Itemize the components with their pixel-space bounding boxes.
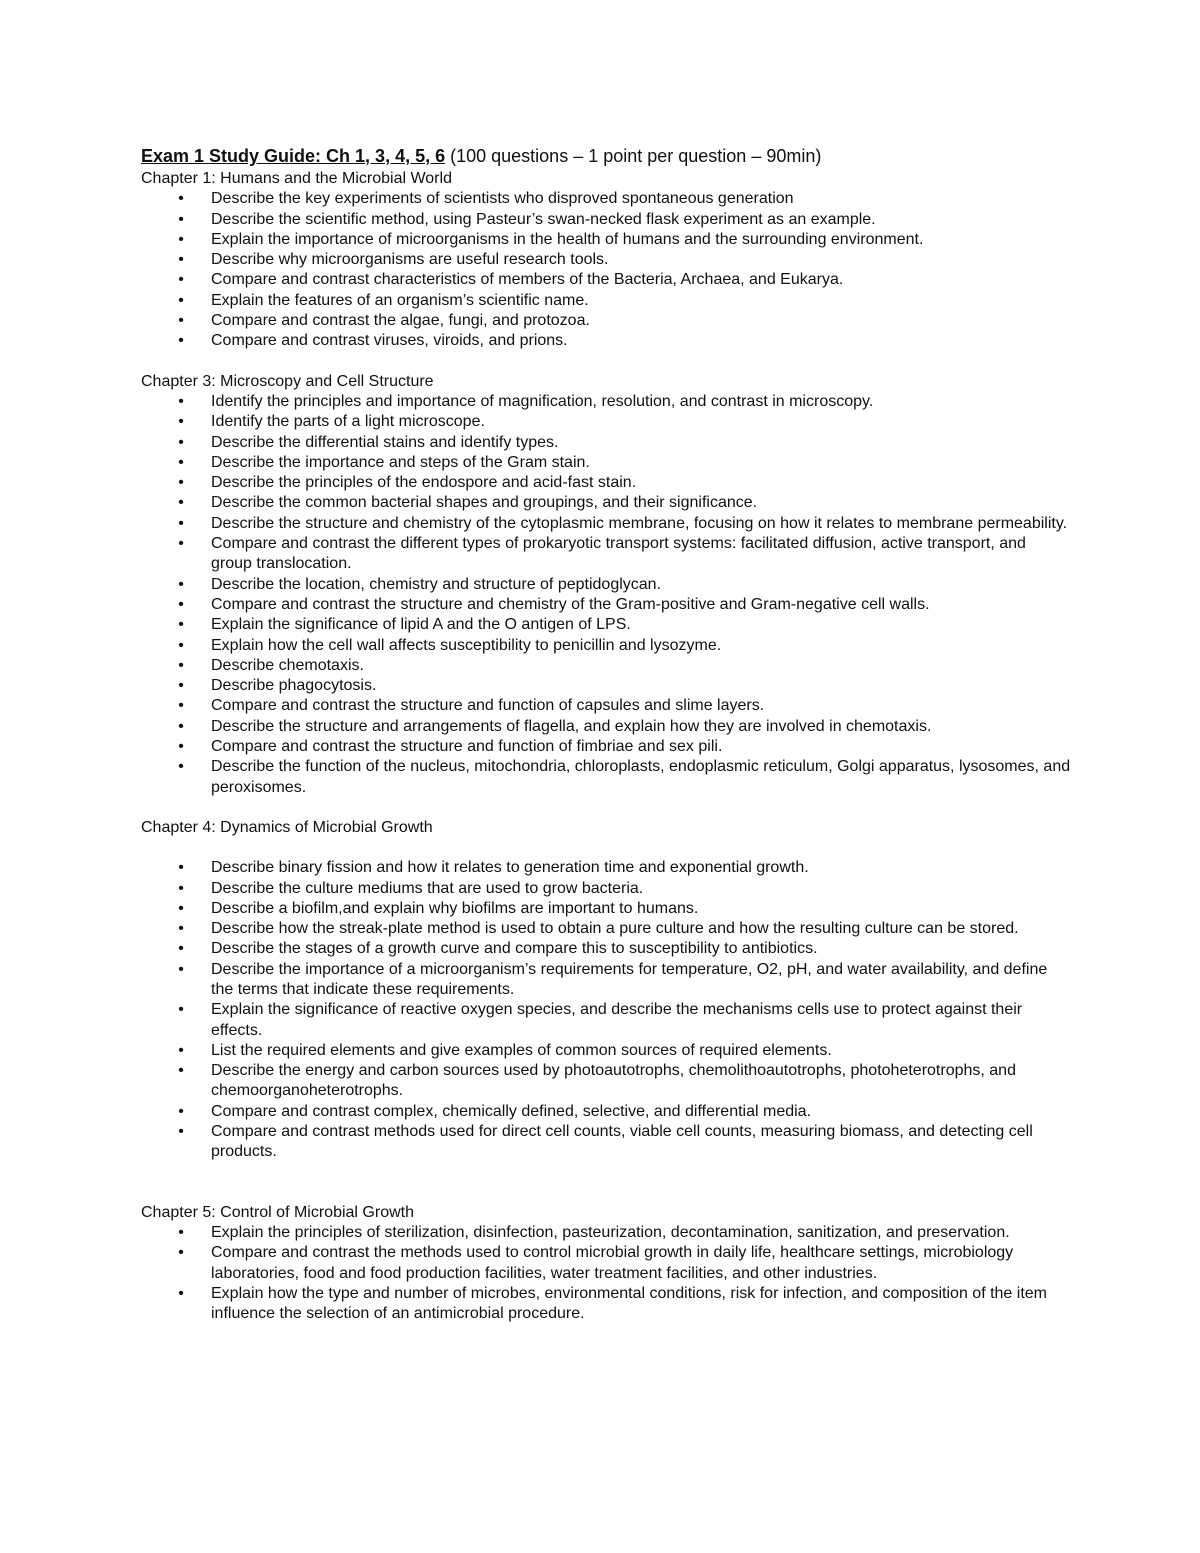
- bullet-icon: •: [178, 697, 184, 715]
- bullet-icon: •: [178, 717, 184, 735]
- list-item: [141, 757, 1071, 798]
- list-item: [141, 1000, 1071, 1041]
- title-main: Exam 1 Study Guide: Ch 1, 3, 4, 5, 6: [141, 146, 446, 166]
- bullet-icon: •: [178, 1123, 184, 1141]
- objective-text: Compare and contrast viruses, viroids, and prions.: [211, 332, 568, 350]
- list-item: [141, 250, 1071, 270]
- chapter-3-objectives: [141, 392, 1071, 798]
- bullet-icon: •: [178, 392, 184, 410]
- page-title: [141, 143, 1071, 169]
- bullet-icon: •: [178, 616, 184, 634]
- bullet-icon: •: [178, 1102, 184, 1120]
- chapter-4-heading: Chapter 4: Dynamics of Microbial Growth: [141, 818, 433, 836]
- objective-text: Describe the common bacterial shapes and groupings, and their significance.: [211, 494, 758, 512]
- bullet-icon: •: [178, 636, 184, 654]
- list-item: [141, 696, 1071, 716]
- objective-text: Describe the scientific method, using Pasteur’s swan-necked flask experiment as an example.: [211, 210, 876, 228]
- objective-text: Describe binary fission and how it relates to generation time and exponential growth.: [211, 859, 809, 877]
- chapter-4-objectives: [141, 858, 1071, 1162]
- chapter-3-section: [141, 372, 1071, 798]
- list-item: [141, 737, 1071, 757]
- objective-text: Compare and contrast complex, chemically defined, selective, and differential media.: [211, 1102, 812, 1120]
- bullet-icon: •: [178, 899, 184, 917]
- list-item: [141, 473, 1071, 493]
- bullet-icon: •: [178, 595, 184, 613]
- bullet-icon: •: [178, 535, 184, 553]
- list-item: [141, 189, 1071, 209]
- list-item: [141, 534, 1071, 575]
- objective-text: Identify the parts of a light microscope.: [211, 413, 485, 431]
- list-item: [141, 331, 1071, 351]
- bullet-icon: •: [178, 879, 184, 897]
- chapter-1-objectives: [141, 189, 1071, 351]
- list-item: [141, 514, 1071, 534]
- objective-text: Describe the location, chemistry and structure of peptidoglycan.: [211, 575, 662, 593]
- objective-text: Explain the significance of lipid A and the O antigen of LPS.: [211, 616, 631, 634]
- objective-text: Compare and contrast the structure and chemistry of the Gram-positive and Gram-negative cell walls.: [211, 595, 930, 613]
- objective-text: Explain how the cell wall affects susceptibility to penicillin and lysozyme.: [211, 636, 722, 654]
- objective-text: Describe the energy and carbon sources used by photoautotrophs, chemolithoautotrophs, photoheterotrophs, and chemoorganoheterotrophs.: [211, 1062, 1016, 1100]
- bullet-icon: •: [178, 1223, 184, 1241]
- list-item: [141, 392, 1071, 412]
- objective-text: Explain how the type and number of microbes, environmental conditions, risk for infection, and composition of the item influence the selection of an antimicrobial procedure.: [211, 1284, 1047, 1323]
- objective-text: Compare and contrast the methods used to control microbial growth in daily life, healthcare settings, microbiology laboratories, food and food production facilities, water treatment facilities, and other industries.: [211, 1244, 1014, 1282]
- list-item: [141, 1102, 1071, 1122]
- chapter-3-heading: Chapter 3: Microscopy and Cell Structure: [141, 372, 434, 390]
- bullet-icon: •: [178, 960, 184, 978]
- objective-text: List the required elements and give examples of common sources of required elements.: [211, 1041, 832, 1059]
- objective-text: Compare and contrast the structure and function of fimbriae and sex pili.: [211, 738, 723, 756]
- list-item: [141, 412, 1071, 432]
- objective-text: Describe the stages of a growth curve and compare this to susceptibility to antibiotics.: [211, 940, 818, 958]
- list-item: [141, 717, 1071, 737]
- bullet-icon: •: [178, 758, 184, 776]
- objective-text: Describe why microorganisms are useful research tools.: [211, 251, 609, 269]
- list-item: [141, 656, 1071, 676]
- list-item: [141, 270, 1071, 290]
- objective-text: Describe the principles of the endospore and acid-fast stain.: [211, 474, 637, 492]
- objective-text: Describe the structure and chemistry of the cytoplasmic membrane, focusing on how it relates to membrane permeability.: [211, 514, 1068, 532]
- chapter-1-section: [141, 169, 1071, 352]
- bullet-icon: •: [178, 1284, 184, 1302]
- bullet-icon: •: [178, 514, 184, 532]
- list-item: [141, 210, 1071, 230]
- bullet-icon: •: [178, 1001, 184, 1019]
- list-item: [141, 1284, 1071, 1325]
- list-item: [141, 575, 1071, 595]
- objective-text: Compare and contrast methods used for direct cell counts, viable cell counts, measuring biomass, and detecting cell products.: [211, 1123, 1033, 1161]
- bullet-icon: •: [178, 677, 184, 695]
- objective-text: Describe the culture mediums that are used to grow bacteria.: [211, 879, 644, 897]
- objective-text: Describe the importance of a microorganism’s requirements for temperature, O2, pH, and water availability, and define the terms that indicate these requirements.: [211, 960, 1048, 998]
- bullet-icon: •: [178, 291, 184, 309]
- bullet-icon: •: [178, 474, 184, 492]
- objective-text: Compare and contrast the structure and function of capsules and slime layers.: [211, 697, 765, 715]
- bullet-icon: •: [178, 859, 184, 877]
- bullet-icon: •: [178, 230, 184, 248]
- bullet-icon: •: [178, 312, 184, 330]
- bullet-icon: •: [178, 1062, 184, 1080]
- list-item: [141, 879, 1071, 899]
- bullet-icon: •: [178, 656, 184, 674]
- bullet-icon: •: [178, 920, 184, 938]
- objective-text: Explain the significance of reactive oxygen species, and describe the mechanisms cells use to protect against their effects.: [211, 1001, 1023, 1039]
- spacer: [141, 798, 1071, 818]
- bullet-icon: •: [178, 575, 184, 593]
- list-item: [141, 291, 1071, 311]
- list-item: [141, 230, 1071, 250]
- bullet-icon: •: [178, 494, 184, 512]
- list-item: [141, 919, 1071, 939]
- list-item: [141, 939, 1071, 959]
- bullet-icon: •: [178, 1244, 184, 1262]
- chapter-4-section: [141, 818, 1071, 1163]
- list-item: [141, 433, 1071, 453]
- list-item: [141, 311, 1071, 331]
- list-item: [141, 899, 1071, 919]
- spacer: [141, 352, 1071, 372]
- bullet-icon: •: [178, 433, 184, 451]
- bullet-icon: •: [178, 251, 184, 269]
- list-item: [141, 636, 1071, 656]
- objective-text: Describe the importance and steps of the Gram stain.: [211, 453, 590, 471]
- spacer: [141, 838, 1071, 858]
- objective-text: Explain the principles of sterilization, disinfection, pasteurization, decontamination, sanitization, and preservation.: [211, 1223, 1010, 1241]
- objective-text: Identify the principles and importance of magnification, resolution, and contrast in microscopy.: [211, 392, 874, 410]
- list-item: [141, 1122, 1071, 1163]
- objective-text: Describe a biofilm,and explain why biofilms are important to humans.: [211, 899, 699, 917]
- list-item: [141, 960, 1071, 1001]
- chapter-5-heading: Chapter 5: Control of Microbial Growth: [141, 1203, 414, 1221]
- objective-text: Explain the importance of microorganisms in the health of humans and the surrounding environment.: [211, 230, 924, 248]
- list-item: [141, 595, 1071, 615]
- chapter-5-objectives: [141, 1223, 1071, 1324]
- objective-text: Describe how the streak-plate method is used to obtain a pure culture and how the resulting culture can be stored.: [211, 920, 1019, 938]
- bullet-icon: •: [178, 453, 184, 471]
- objective-text: Describe the function of the nucleus, mitochondria, chloroplasts, endoplasmic reticulum, Golgi apparatus, lysosomes, and peroxisomes.: [211, 758, 1071, 796]
- list-item: [141, 453, 1071, 473]
- objective-text: Compare and contrast characteristics of members of the Bacteria, Archaea, and Eukarya.: [211, 271, 844, 289]
- objective-text: Describe the structure and arrangements of flagella, and explain how they are involved in chemotaxis.: [211, 717, 932, 735]
- objective-text: Explain the features of an organism’s scientific name.: [211, 291, 589, 309]
- chapter-1-heading: Chapter 1: Humans and the Microbial World: [141, 170, 452, 187]
- list-item: [141, 676, 1071, 696]
- chapter-5-section: [141, 1203, 1071, 1325]
- objective-text: Describe the differential stains and identify types.: [211, 433, 559, 451]
- bullet-icon: •: [178, 271, 184, 289]
- objective-text: Describe the key experiments of scientists who disproved spontaneous generation: [211, 190, 794, 208]
- objective-text: Compare and contrast the different types of prokaryotic transport systems: facilitated diffusion, active transport, and group translocation.: [211, 535, 1026, 573]
- list-item: [141, 1223, 1071, 1243]
- bullet-icon: •: [178, 1041, 184, 1059]
- objective-text: Describe chemotaxis.: [211, 656, 364, 674]
- bullet-icon: •: [178, 413, 184, 431]
- bullet-icon: •: [178, 332, 184, 350]
- document-body: [141, 143, 1071, 1324]
- list-item: [141, 858, 1071, 878]
- bullet-icon: •: [178, 940, 184, 958]
- title-subtitle: (100 questions – 1 point per question – 90min): [445, 146, 822, 166]
- list-item: [141, 1041, 1071, 1061]
- bullet-icon: •: [178, 190, 184, 208]
- list-item: [141, 493, 1071, 513]
- bullet-icon: •: [178, 738, 184, 756]
- spacer: [141, 1163, 1071, 1203]
- bullet-icon: •: [178, 210, 184, 228]
- list-item: [141, 615, 1071, 635]
- list-item: [141, 1243, 1071, 1284]
- list-item: [141, 1061, 1071, 1102]
- objective-text: Describe phagocytosis.: [211, 677, 377, 695]
- objective-text: Compare and contrast the algae, fungi, and protozoa.: [211, 312, 590, 330]
